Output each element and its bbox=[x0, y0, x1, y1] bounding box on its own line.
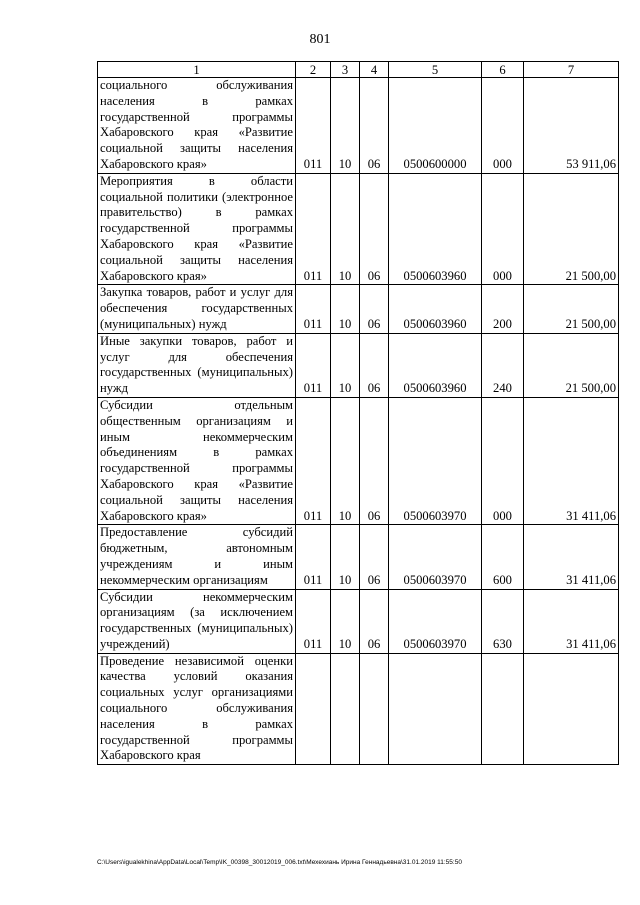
budget-table bbox=[97, 61, 619, 765]
cell-target-article: 0500603960 bbox=[389, 333, 482, 397]
cell-admin-code: 011 bbox=[296, 333, 331, 397]
cell-amount: 31 411,06 bbox=[524, 397, 619, 524]
cell-admin-code bbox=[296, 653, 331, 765]
cell-section: 10 bbox=[331, 525, 360, 589]
column-header: 6 bbox=[482, 62, 524, 78]
cell-section: 10 bbox=[331, 285, 360, 333]
column-header: 1 bbox=[98, 62, 296, 78]
column-header: 2 bbox=[296, 62, 331, 78]
row-description: Предоставление субсидий бюджетным, автономным учреждениям и иным некоммерческим организациям bbox=[98, 525, 296, 589]
cell-expense-type: 630 bbox=[482, 589, 524, 653]
column-header: 5 bbox=[389, 62, 482, 78]
column-header: 4 bbox=[360, 62, 389, 78]
cell-subsection: 06 bbox=[360, 589, 389, 653]
cell-target-article: 0500603960 bbox=[389, 285, 482, 333]
cell-admin-code: 011 bbox=[296, 397, 331, 524]
table-row bbox=[98, 525, 619, 589]
column-header: 7 bbox=[524, 62, 619, 78]
table-header-row bbox=[98, 62, 619, 78]
cell-subsection bbox=[360, 653, 389, 765]
row-description: Субсидии отдельным общественным организациям и иным некоммерческим объединениям в рамках государственной программы Хабаровского края «Развитие социальной защиты населения Хабаровского края» bbox=[98, 397, 296, 524]
row-description: Субсидии некоммерческим организациям (за исключением государственных (муниципальных) учреждений) bbox=[98, 589, 296, 653]
cell-section: 10 bbox=[331, 333, 360, 397]
cell-amount: 31 411,06 bbox=[524, 589, 619, 653]
cell-section: 10 bbox=[331, 589, 360, 653]
cell-target-article: 0500600000 bbox=[389, 78, 482, 174]
cell-expense-type bbox=[482, 653, 524, 765]
table-row bbox=[98, 397, 619, 524]
row-description: Проведение независимой оценки качества условий оказания социальных услуг организациями социального обслуживания населения в рамках государственной программы Хабаровского края bbox=[98, 653, 296, 765]
cell-amount bbox=[524, 653, 619, 765]
cell-section: 10 bbox=[331, 78, 360, 174]
row-description: Мероприятия в области социальной политики (электронное правительство) в рамках государственной программы Хабаровского края «Развитие социальной защиты населения Хабаровского края» bbox=[98, 173, 296, 285]
page-number: 801 bbox=[309, 32, 331, 47]
cell-expense-type: 240 bbox=[482, 333, 524, 397]
cell-target-article: 0500603970 bbox=[389, 525, 482, 589]
cell-admin-code: 011 bbox=[296, 78, 331, 174]
cell-expense-type: 600 bbox=[482, 525, 524, 589]
column-header: 3 bbox=[331, 62, 360, 78]
cell-expense-type: 000 bbox=[482, 173, 524, 285]
cell-amount: 53 911,06 bbox=[524, 78, 619, 174]
cell-admin-code: 011 bbox=[296, 173, 331, 285]
table-row bbox=[98, 285, 619, 333]
table-row bbox=[98, 78, 619, 174]
row-description: Закупка товаров, работ и услуг для обеспечения государственных (муниципальных) нужд bbox=[98, 285, 296, 333]
cell-subsection: 06 bbox=[360, 173, 389, 285]
cell-admin-code: 011 bbox=[296, 525, 331, 589]
table-row bbox=[98, 333, 619, 397]
cell-admin-code: 011 bbox=[296, 285, 331, 333]
row-description: Иные закупки товаров, работ и услуг для обеспечения государственных (муниципальных) нужд bbox=[98, 333, 296, 397]
cell-amount: 21 500,00 bbox=[524, 173, 619, 285]
cell-expense-type: 200 bbox=[482, 285, 524, 333]
cell-expense-type: 000 bbox=[482, 397, 524, 524]
cell-target-article bbox=[389, 653, 482, 765]
file-path-footer: C:\Users\igualekhina\AppData\Local\Temp\IK_00398_30012019_006.txt\Мехехиань Ирина Геннадьевна\31.01.2019 11:55:50 bbox=[97, 859, 462, 866]
cell-amount: 31 411,06 bbox=[524, 525, 619, 589]
cell-target-article: 0500603970 bbox=[389, 397, 482, 524]
cell-subsection: 06 bbox=[360, 78, 389, 174]
cell-target-article: 0500603960 bbox=[389, 173, 482, 285]
table-row bbox=[98, 589, 619, 653]
cell-section: 10 bbox=[331, 397, 360, 524]
cell-amount: 21 500,00 bbox=[524, 333, 619, 397]
cell-subsection: 06 bbox=[360, 285, 389, 333]
cell-subsection: 06 bbox=[360, 397, 389, 524]
cell-section bbox=[331, 653, 360, 765]
cell-admin-code: 011 bbox=[296, 589, 331, 653]
cell-subsection: 06 bbox=[360, 333, 389, 397]
cell-expense-type: 000 bbox=[482, 78, 524, 174]
cell-section: 10 bbox=[331, 173, 360, 285]
cell-amount: 21 500,00 bbox=[524, 285, 619, 333]
table-row bbox=[98, 173, 619, 285]
row-description: социального обслуживания населения в рамках государственной программы Хабаровского края «Развитие социальной защиты населения Хабаровского края» bbox=[98, 78, 296, 174]
table-row bbox=[98, 653, 619, 765]
cell-subsection: 06 bbox=[360, 525, 389, 589]
cell-target-article: 0500603970 bbox=[389, 589, 482, 653]
